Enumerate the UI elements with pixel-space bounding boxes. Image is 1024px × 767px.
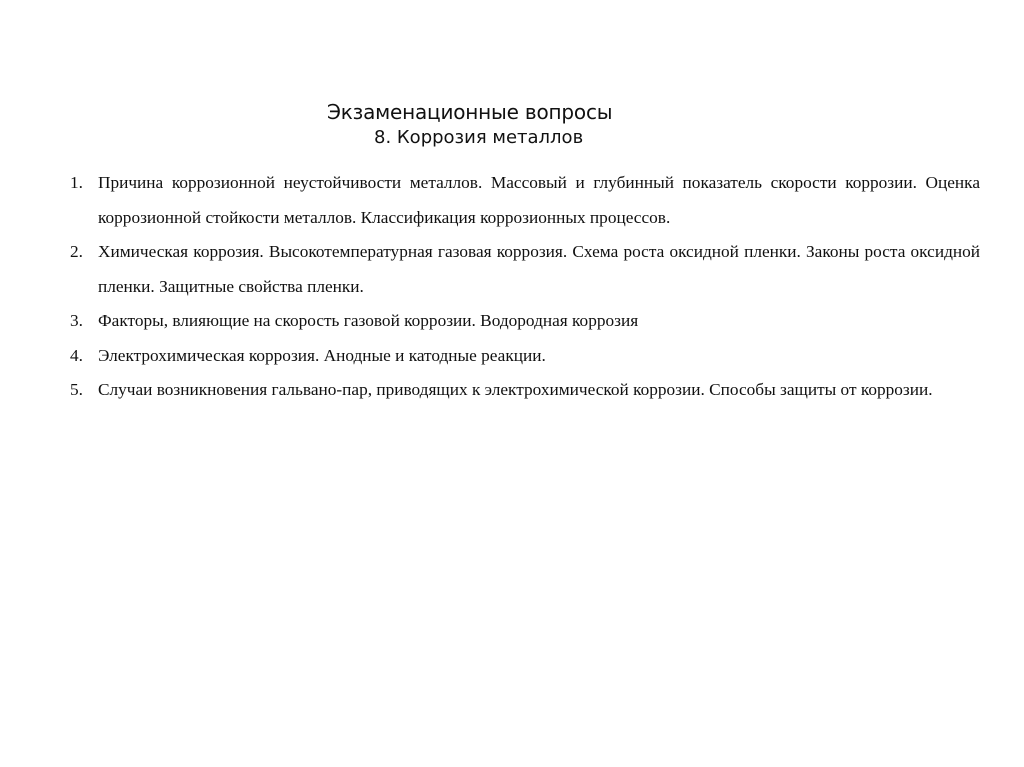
question-item-1 xyxy=(70,166,980,235)
question-item-4 xyxy=(70,339,980,374)
question-item-3 xyxy=(70,304,980,339)
question-item-5 xyxy=(70,373,980,408)
question-number: 1. xyxy=(70,173,83,192)
question-text: Химическая коррозия. Высокотемпературная газовая коррозия. Схема роста оксидной пленки. Законы роста оксидной пленки. Защитные свойства пленки. xyxy=(98,242,980,296)
question-text: Причина коррозионной неустойчивости металлов. Массовый и глубинный показатель скорости коррозии. Оценка коррозионной стойкости металлов. Классификация коррозионных процессов. xyxy=(98,173,980,227)
slide-subtitle: 8. Коррозия металлов xyxy=(374,127,584,148)
question-number: 5. xyxy=(70,380,83,399)
question-text: Факторы, влияющие на скорость газовой коррозии. Водородная коррозия xyxy=(98,311,639,330)
question-item-2 xyxy=(70,235,980,304)
question-number: 2. xyxy=(70,242,83,261)
question-number: 3. xyxy=(70,311,83,330)
slide-title: Экзаменационные вопросы xyxy=(327,100,613,124)
question-text: Случаи возникновения гальвано-пар, приводящих к электрохимической коррозии. Способы защиты от коррозии. xyxy=(98,380,933,399)
question-list xyxy=(70,166,980,408)
question-number: 4. xyxy=(70,345,83,365)
question-text: Электрохимическая коррозия. Анодные и катодные реакции. xyxy=(98,345,546,365)
